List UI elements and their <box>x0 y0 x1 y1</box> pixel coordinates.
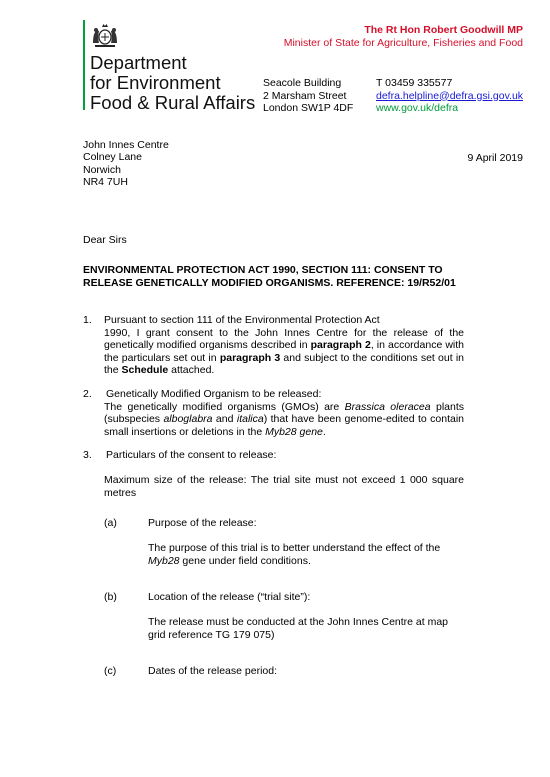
office-address <box>263 77 353 115</box>
para3-number: 3. <box>83 449 92 461</box>
item-c-label: (c) <box>104 665 117 677</box>
recipient-line-3: Norwich <box>83 163 121 176</box>
address-line-2: 2 Marsham Street <box>263 89 347 102</box>
para2-number: 2. <box>83 388 92 400</box>
letter-heading: ENVIRONMENTAL PROTECTION ACT 1990, SECTION 111: CONSENT TO RELEASE GENETICALLY MODIFIED ORGANISMS. REFERENCE: 19/R52/01 <box>83 264 456 289</box>
brand-accent-line <box>83 20 85 110</box>
website-link[interactable]: www.gov.uk/defra <box>376 102 459 114</box>
phone-number: T 03459 335577 <box>376 77 453 89</box>
recipient-address <box>83 139 169 188</box>
recipient-line-2: Colney Lane <box>83 151 142 164</box>
item-a-title: Purpose of the release: <box>148 517 257 529</box>
recipient-line-1: John Innes Centre <box>83 139 169 151</box>
para2-title: Genetically Modified Organism to be released: <box>106 388 322 400</box>
para1-body: 1990, I grant consent to the John Innes Centre for the release of the genetically modified organisms described in paragraph 2, in accordance with the particulars set out in paragraph 3 and subject to the conditions set out in the Schedule attached. <box>104 326 464 376</box>
department-line-3: Food & Rural Affairs <box>90 92 256 113</box>
para1-first-line: Pursuant to section 111 of the Environmental Protection Act <box>104 314 380 326</box>
max-size-text: Maximum size of the release: The trial site must not exceed 1 000 square metres <box>104 474 464 499</box>
minister-title: Minister of State for Agriculture, Fisheries and Food <box>283 37 523 49</box>
address-line-3: London SW1P 4DF <box>263 102 354 114</box>
letter-date: 9 April 2019 <box>467 152 523 164</box>
item-c-title: Dates of the release period: <box>148 665 277 677</box>
contact-details <box>376 77 523 115</box>
paragraph-3-ref: paragraph 3 <box>219 351 281 364</box>
schedule-ref: Schedule <box>121 364 169 376</box>
para2-body: The genetically modified organisms (GMOs) are Brassica oleracea plants (subspecies alboglabra and italica) that have been genome-edited to contain small insertions or deletions in the Myb28 gene. <box>104 400 465 438</box>
royal-crest-icon <box>90 21 120 49</box>
address-line-1: Seacole Building <box>263 77 342 89</box>
minister-name: The Rt Hon Robert Goodwill MP <box>364 24 523 36</box>
recipient-line-4: NR4 7UH <box>83 175 128 188</box>
department-line-1: Department <box>90 52 187 73</box>
salutation: Dear Sirs <box>83 234 127 246</box>
email-link[interactable]: defra.helpline@defra.gsi.gov.uk <box>376 89 524 102</box>
para1-number: 1. <box>83 314 92 326</box>
item-a-label: (a) <box>104 517 117 529</box>
department-line-2: for Environment <box>90 72 221 93</box>
item-b-body: The release must be conducted at the John Innes Centre at map grid reference TG 179 075) <box>148 616 449 641</box>
paragraph-2-ref: paragraph 2 <box>310 339 371 351</box>
para3-title: Particulars of the consent to release: <box>106 449 277 461</box>
item-b-label: (b) <box>104 591 117 603</box>
item-a-body: The purpose of this trial is to better understand the effect of the Myb28 gene under field conditions. <box>148 542 441 567</box>
department-name <box>90 53 255 113</box>
item-b-title: Location of the release (“trial site”): <box>148 591 311 603</box>
